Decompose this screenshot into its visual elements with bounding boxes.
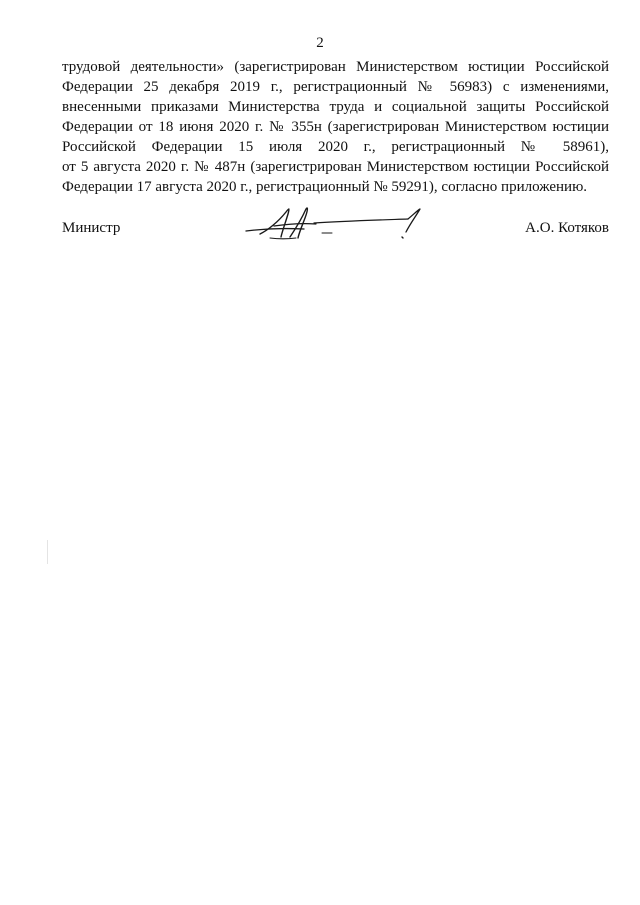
page-number: 2: [316, 35, 324, 51]
scan-artifact: [47, 540, 48, 564]
paragraph-line: от 5 августа 2020 г. № 487н (зарегистрирован Министерством юстиции Российской: [62, 159, 609, 175]
signature-icon: [244, 204, 424, 244]
paragraph-line: Федерации 25 декабря 2019 г., регистрационный № 56983) с изменениями,: [62, 79, 609, 95]
paragraph-line: Российской Федерации 15 июля 2020 г., регистрационный № 58961),: [62, 139, 609, 155]
body-paragraph: [62, 57, 609, 197]
signer-position: Министр: [62, 220, 121, 236]
paragraph-line: трудовой деятельности» (зарегистрирован Министерством юстиции Российской: [62, 59, 609, 75]
paragraph-line: Федерации от 18 июня 2020 г. № 355н (зарегистрирован Министерством юстиции: [62, 119, 609, 135]
paragraph-line: внесенными приказами Министерства труда и социальной защиты Российской: [62, 99, 609, 115]
paragraph-line: Федерации 17 августа 2020 г., регистрационный № 59291), согласно приложению.: [62, 179, 588, 195]
signer-name: А.О. Котяков: [525, 220, 609, 236]
